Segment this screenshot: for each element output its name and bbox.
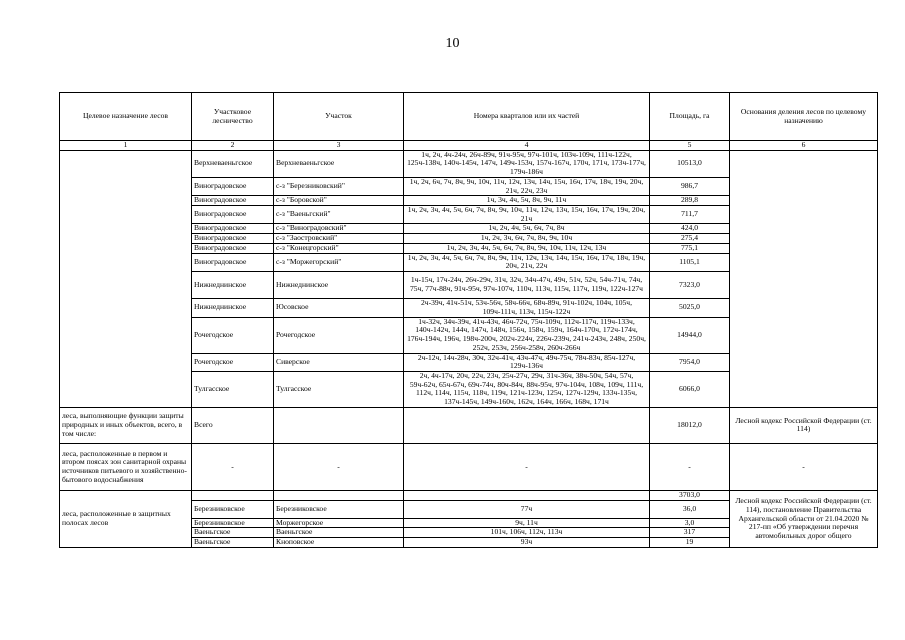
- area-cell: 7323,0: [650, 272, 730, 299]
- area-cell: 19: [650, 538, 730, 548]
- forestry-cell: Виноградовское: [192, 177, 274, 195]
- header-site: Участок: [274, 93, 404, 141]
- basis-cell: -: [730, 443, 878, 490]
- site-cell: Моржегорское: [274, 518, 404, 528]
- area-cell: 3703,0: [650, 490, 730, 500]
- site-cell: Юсовское: [274, 299, 404, 317]
- area-cell: 14944,0: [650, 317, 730, 353]
- column-number: 1: [60, 141, 192, 151]
- purpose-cell-empty: [60, 150, 192, 407]
- column-number: 4: [404, 141, 650, 151]
- site-cell: с-з "Березниковский": [274, 177, 404, 195]
- header-purpose: Целевое назначение лесов: [60, 93, 192, 141]
- quarters-cell: 1ч, 2ч, 6ч, 7ч, 8ч, 9ч, 10ч, 11ч, 12ч, 13ч, 14ч, 15ч, 16ч, 17ч, 18ч, 19ч, 20ч, 21ч, 22ч, 23ч: [404, 177, 650, 195]
- area-cell: 289,8: [650, 196, 730, 206]
- site-cell: с-з "Виноградовский": [274, 224, 404, 234]
- forestry-cell: Рочегодское: [192, 317, 274, 353]
- forestry-cell: Нижнеднинское: [192, 299, 274, 317]
- forestry-cell-empty: [192, 490, 274, 500]
- basis-cell-empty: [730, 150, 878, 407]
- quarters-cell: 1ч-32ч, 34ч-39ч, 41ч-43ч, 46ч-72ч, 75ч-109ч, 112ч-117ч, 119ч-133ч, 140ч-142ч, 144ч, 147ч, 148ч, 156ч, 158ч, 159ч, 164ч-170ч, 172ч-174ч, 176ч-194ч, 196ч, 198ч-200ч, 202ч-224ч, 226ч-239ч, 241ч-243ч, 248ч, 250ч, 252ч, 253ч, 256ч-258ч, 260ч-266ч: [404, 317, 650, 353]
- quarters-cell: 1ч, 3ч, 4ч, 5ч, 8ч, 9ч, 11ч: [404, 196, 650, 206]
- forestry-cell: Всего: [192, 407, 274, 443]
- forestry-cell: Виноградовское: [192, 196, 274, 206]
- area-cell: 6066,0: [650, 371, 730, 407]
- quarters-cell: 1ч, 2ч, 4ч-24ч, 26ч-89ч, 91ч-95ч, 97ч-101ч, 103ч-109ч, 111ч-122ч, 125ч-138ч, 140ч-145ч, 147ч, 149ч-153ч, 157ч-167ч, 170ч, 171ч, 173ч-177ч, 179ч-186ч: [404, 150, 650, 177]
- column-number: 2: [192, 141, 274, 151]
- forestry-cell: Виноградовское: [192, 234, 274, 244]
- column-number: 3: [274, 141, 404, 151]
- quarters-cell: 1ч-15ч, 17ч-24ч, 26ч-29ч, 31ч, 32ч, 34ч-47ч, 49ч, 51ч, 52ч, 54ч-71ч, 74ч, 75ч, 77ч-88ч, 91ч-95ч, 97ч-107ч, 110ч, 113ч, 115ч, 117ч, 119ч, 122ч-127ч: [404, 272, 650, 299]
- site-cell: с-з "Конецгорский": [274, 243, 404, 253]
- quarters-cell: 77ч: [404, 500, 650, 518]
- quarters-cell: 2ч-39ч, 41ч-51ч, 53ч-56ч, 58ч-66ч, 68ч-89ч, 91ч-102ч, 104ч, 105ч, 109ч-111ч, 113ч, 115ч-122ч: [404, 299, 650, 317]
- area-cell: 36,0: [650, 500, 730, 518]
- purpose-cell: леса, расположенные в первом и втором поясах зон санитарной охраны источников питьевого и хозяйственно-бытового водоснабжения: [60, 443, 192, 490]
- site-cell: Рочегодское: [274, 317, 404, 353]
- header-forestry: Участковое лесничество: [192, 93, 274, 141]
- quarters-cell-empty: [404, 490, 650, 500]
- area-cell: 711,7: [650, 206, 730, 224]
- table-row: [60, 150, 878, 177]
- area-cell: 1105,1: [650, 253, 730, 271]
- quarters-cell: 1ч, 2ч, 3ч, 4ч, 5ч, 6ч, 7ч, 8ч, 9ч, 10ч, 11ч, 12ч, 13ч, 15ч, 16ч, 17ч, 19ч, 20ч, 21ч: [404, 206, 650, 224]
- header-row: [60, 93, 878, 141]
- quarters-cell: 1ч, 2ч, 3ч, 4ч, 5ч, 6ч, 7ч, 8ч, 9ч, 10ч, 11ч, 12ч, 13ч: [404, 243, 650, 253]
- site-cell: Ваеньгское: [274, 528, 404, 538]
- column-number-row: [60, 141, 878, 151]
- quarters-cell: 1ч, 2ч, 4ч, 5ч, 6ч, 7ч, 8ч: [404, 224, 650, 234]
- site-cell: Тулгасское: [274, 371, 404, 407]
- quarters-cell: 1ч, 2ч, 3ч, 4ч, 5ч, 6ч, 7ч, 8ч, 9ч, 11ч, 12ч, 13ч, 14ч, 15ч, 16ч, 17ч, 18ч, 19ч, 20ч, 21ч, 22ч: [404, 253, 650, 271]
- basis-cell: Лесной кодекс Российской Федерации (ст. 114): [730, 407, 878, 443]
- area-cell: 10513,0: [650, 150, 730, 177]
- area-cell: 5025,0: [650, 299, 730, 317]
- area-cell: 986,7: [650, 177, 730, 195]
- quarters-cell: -: [404, 443, 650, 490]
- table-row-protective-total: [60, 407, 878, 443]
- forestry-cell: Виноградовское: [192, 243, 274, 253]
- forestry-cell: -: [192, 443, 274, 490]
- header-area: Площадь, га: [650, 93, 730, 141]
- forestry-cell: Березниковское: [192, 518, 274, 528]
- purpose-cell: леса, расположенные в защитных полосах лесов: [60, 490, 192, 547]
- forestry-cell: Верхневаеньгское: [192, 150, 274, 177]
- site-cell: Сиверское: [274, 353, 404, 371]
- forestry-cell: Ваеньгское: [192, 528, 274, 538]
- site-cell: Нижнеднинское: [274, 272, 404, 299]
- column-number: 5: [650, 141, 730, 151]
- page-number: 10: [445, 36, 460, 51]
- quarters-cell: 2ч-12ч, 14ч-28ч, 30ч, 32ч-41ч, 43ч-47ч, 49ч-75ч, 78ч-83ч, 85ч-127ч, 129ч-136ч: [404, 353, 650, 371]
- forest-purpose-table: [59, 92, 878, 548]
- site-cell: Березниковское: [274, 500, 404, 518]
- area-cell: 3,0: [650, 518, 730, 528]
- site-cell: Кноповское: [274, 538, 404, 548]
- area-cell: 275,4: [650, 234, 730, 244]
- basis-cell: Лесной кодекс Российской Федерации (ст. 114), постановление Правительства Архангельской области от 21.04.2020 № 217-пп «Об утверждении перечня автомобильных дорог общего: [730, 490, 878, 547]
- table-row-strips-total: [60, 490, 878, 500]
- site-cell: с-з "Моржегорский": [274, 253, 404, 271]
- header-basis: Основания деления лесов по целевому назначению: [730, 93, 878, 141]
- quarters-cell-empty: [404, 407, 650, 443]
- area-cell: 775,1: [650, 243, 730, 253]
- site-cell-empty: [274, 407, 404, 443]
- area-cell: 7954,0: [650, 353, 730, 371]
- site-cell-empty: [274, 490, 404, 500]
- site-cell: с-з "Боровской": [274, 196, 404, 206]
- forestry-cell: Рочегодское: [192, 353, 274, 371]
- forestry-cell: Ваеньгское: [192, 538, 274, 548]
- area-cell: 18012,0: [650, 407, 730, 443]
- forestry-cell: Тулгасское: [192, 371, 274, 407]
- table-row-sanitary: [60, 443, 878, 490]
- forestry-cell: Нижнеднинское: [192, 272, 274, 299]
- site-cell: с-з "Ваеньгский": [274, 206, 404, 224]
- area-cell: -: [650, 443, 730, 490]
- quarters-cell: 9ч, 11ч: [404, 518, 650, 528]
- area-cell: 424,0: [650, 224, 730, 234]
- forestry-cell: Виноградовское: [192, 224, 274, 234]
- forestry-cell: Виноградовское: [192, 206, 274, 224]
- site-cell: -: [274, 443, 404, 490]
- forestry-cell: Виноградовское: [192, 253, 274, 271]
- quarters-cell: 1ч, 2ч, 3ч, 6ч, 7ч, 8ч, 9ч, 10ч: [404, 234, 650, 244]
- column-number: 6: [730, 141, 878, 151]
- purpose-cell: леса, выполняющие функции защиты природных и иных объектов, всего, в том числе:: [60, 407, 192, 443]
- forestry-cell: Березниковское: [192, 500, 274, 518]
- site-cell: с-з "Заостровский": [274, 234, 404, 244]
- header-quarters: Номера кварталов или их частей: [404, 93, 650, 141]
- quarters-cell: 101ч, 106ч, 112ч, 113ч: [404, 528, 650, 538]
- area-cell: 317: [650, 528, 730, 538]
- site-cell: Верхневаеньгское: [274, 150, 404, 177]
- quarters-cell: 2ч, 4ч-17ч, 20ч, 22ч, 23ч, 25ч-27ч, 29ч, 31ч-36ч, 38ч-50ч, 54ч, 57ч, 59ч-62ч, 65ч-67ч, 69ч-74ч, 80ч-84ч, 88ч-95ч, 97ч-104ч, 108ч, 109ч, 111ч, 112ч, 114ч, 115ч, 118ч, 119ч, 121ч-123ч, 125ч, 127ч-129ч, 133ч-135ч, 137ч-145ч, 149ч-160ч, 162ч, 164ч, 166ч, 168ч, 171ч: [404, 371, 650, 407]
- quarters-cell: 93ч: [404, 538, 650, 548]
